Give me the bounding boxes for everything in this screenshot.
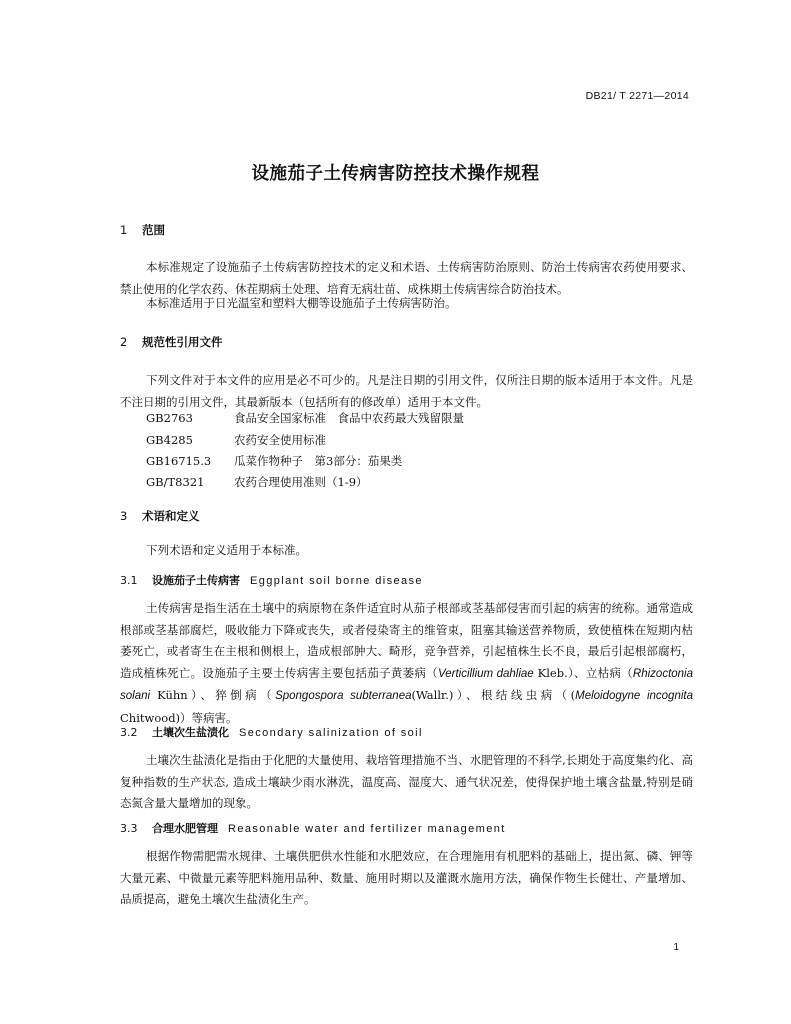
terms-intro-paragraph: 下列术语和定义适用于本标准。 — [146, 543, 307, 557]
section-3-heading — [120, 508, 200, 524]
term-3-1-definition — [120, 598, 693, 729]
reference-name: 农药合理使用准则（1-9） — [234, 475, 368, 489]
term-en: Eggplant soil borne disease — [250, 575, 423, 587]
term-zh: 合理水肥管理 — [152, 822, 218, 835]
scope-applicability-paragraph: 本标准适用于日光温室和塑料大棚等设施茄子土传病害防治。 — [146, 296, 457, 310]
term-3-1-heading — [120, 572, 423, 588]
term-3-2-definition: 土壤次生盐渍化是指由于化肥的大量使用、栽培管理措施不当、水肥管理的不科学,长期处于高度集约化、高复种指数的生产状态, 造成土壤缺少雨水淋洗，温度高、湿度大、通气状况差，使得保护地土壤含盐量,特别是硝态氮含量大量增加的现象。 — [120, 753, 693, 810]
reference-code: GB/T8321 — [146, 475, 205, 489]
document-title: 设施茄子土传病害防控技术操作规程 — [251, 164, 540, 184]
reference-name: 农药安全使用标准 — [234, 433, 326, 447]
reference-name: 食品安全国家标准 食品中农药最大残留限量 — [234, 411, 464, 425]
section-title: 规范性引用文件 — [142, 335, 223, 349]
term-en: Secondary salinization of soil — [239, 727, 423, 739]
definition-text: Kühn）、猝倒病（ — [150, 688, 276, 702]
term-zh: 土壤次生盐渍化 — [152, 726, 229, 739]
section-number: 2 — [120, 335, 128, 349]
term-number: 3.2 — [120, 726, 138, 739]
section-number: 3 — [120, 509, 128, 523]
term-zh: 设施茄子土传病害 — [152, 574, 240, 587]
section-title: 范围 — [142, 223, 165, 237]
reference-item — [146, 432, 326, 448]
reference-item — [146, 410, 464, 426]
section-number: 1 — [120, 223, 128, 237]
reference-code: GB2763 — [146, 411, 193, 425]
term-3-3-heading — [120, 820, 506, 836]
scientific-name: Verticillium dahliae — [437, 667, 534, 680]
definition-text: Chitwood)）等病害。 — [120, 710, 238, 725]
section-2-heading — [120, 334, 223, 350]
term-en: Reasonable water and fertilizer management — [228, 823, 506, 835]
scope-paragraph: 本标准规定了设施茄子土传病害防控技术的定义和术语、土传病害防治原则、防治土传病害农药使用要求、禁止使用的化学农药、休茬期病土处理、培育无病壮苗、成株期土传病害综合防治技术。 — [120, 260, 693, 296]
page-number: 1 — [673, 942, 679, 953]
reference-code: GB4285 — [146, 433, 193, 447]
reference-item — [146, 474, 368, 490]
term-number: 3.1 — [120, 574, 138, 587]
reference-name: 瓜菜作物种子 第3部分：茄果类 — [234, 454, 403, 468]
definition-text: Kleb.）、立枯病（ — [533, 665, 633, 680]
definition-text: (Wallr.)）、根结线虫病（( — [411, 688, 576, 702]
reference-code: GB16715.3 — [146, 454, 212, 468]
references-paragraph: 下列文件对于本文件的应用是必不可少的。凡是注日期的引用文件，仅所注日期的版本适用于本文件。凡是不注日期的引用文件，其最新版本（包括所有的修改单）适用于本文件。 — [120, 373, 693, 409]
term-3-2-heading — [120, 724, 423, 740]
standard-code: DB21/ T 2271—2014 — [585, 90, 689, 102]
definition-text: 土传病害是指生活在土壤中的病原物在条件适宜时从茄子根部或茎基部侵害而引起的病害的统称。通常造成根部或茎基部腐烂，吸收能力下降或丧失，或者侵染寄主的维管束，阻塞其输送营养物质，致使植株在短期内枯萎死亡，或者寄生在主根和侧根上，造成根部肿大、畸形，竞争营养，引起植株生长不良，最后引起根部腐朽，造成植株死亡。设施茄子主要土传病害主要包括茄子黄萎病（ — [120, 601, 693, 680]
term-number: 3.3 — [120, 822, 138, 835]
section-1-heading — [120, 222, 165, 238]
scientific-name: Rhizoctonia solani — [120, 667, 694, 702]
reference-item — [146, 453, 402, 469]
section-title: 术语和定义 — [142, 509, 200, 523]
scientific-name: Meloidogyne incognita — [575, 690, 693, 702]
scientific-name: Spongospora subterranea — [275, 690, 412, 702]
term-3-3-definition: 根据作物需肥需水规律、土壤供肥供水性能和水肥效应，在合理施用有机肥料的基础上，提出氮、磷、钾等大量元素、中微量元素等肥料施用品种、数量、施用时期以及灌溉水施用方法，确保作物生长健壮、产量增加、品质提高，避免土壤次生盐渍化生产。 — [120, 849, 693, 906]
